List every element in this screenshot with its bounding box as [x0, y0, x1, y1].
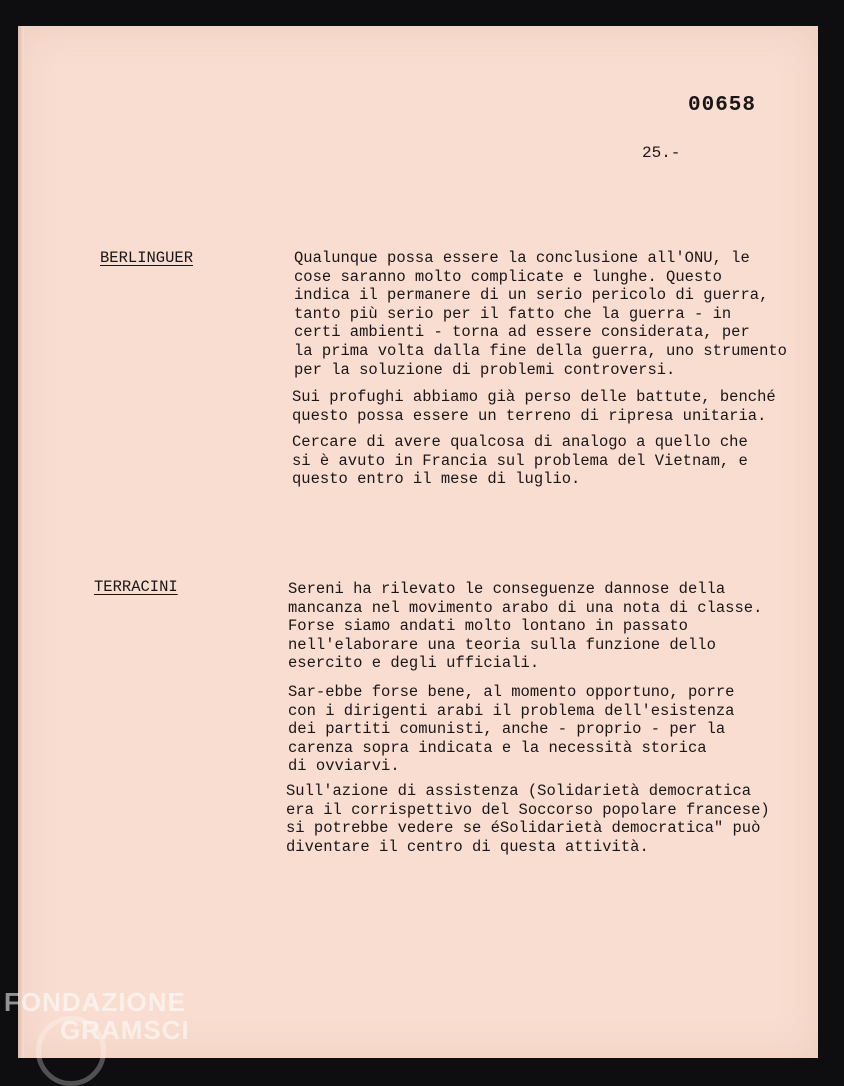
watermark-line-2: GRAMSCI	[60, 1015, 190, 1045]
berlinguer-paragraph-2	[292, 388, 792, 425]
text-line: con i dirigenti arabi il problema dell'esistenza	[288, 701, 735, 720]
berlinguer-paragraph-1	[294, 249, 794, 379]
text-line: tanto più serio per il fatto che la guerra - in	[294, 304, 732, 323]
text-line: questo entro il mese di luglio.	[292, 470, 581, 489]
text-line: Sui profughi abbiamo già perso delle battute, benché	[292, 388, 776, 406]
text-line: cose saranno molto complicate e lunghe. Questo	[294, 267, 722, 286]
document-page	[18, 26, 818, 1058]
terracini-paragraph-1	[288, 580, 788, 673]
text-line: Forse siamo andati molto lontano in passato	[288, 617, 688, 636]
text-line: diventare il centro di questa attività.	[286, 837, 649, 856]
text-line: di ovviarvi.	[288, 757, 400, 776]
text-line: indica il permanere di un serio pericolo di guerra,	[294, 286, 769, 305]
watermark-line-1: FONDAZIONE	[4, 987, 186, 1017]
text-line: Sar-ebbe forse bene, al momento opportuno, porre	[288, 683, 735, 701]
page-number: 25.-	[642, 144, 681, 162]
watermark-logo	[4, 988, 190, 1044]
text-line: Sereni ha rilevato le conseguenze dannose della	[288, 580, 726, 598]
text-line: Qualunque possa essere la conclusione all'ONU, le	[294, 249, 750, 267]
berlinguer-paragraph-3	[292, 433, 792, 489]
terracini-paragraph-3	[286, 782, 786, 856]
text-line: Cercare di avere qualcosa di analogo a quello che	[292, 433, 748, 451]
text-line: si è avuto in Francia sul problema del Vietnam, e	[292, 451, 748, 470]
text-line: esercito e degli ufficiali.	[288, 654, 540, 673]
text-line: questo possa essere un terreno di ripresa unitaria.	[292, 406, 767, 425]
page-edge-shadow	[18, 26, 24, 1058]
document-number: 00658	[688, 94, 757, 117]
text-line: carenza sopra indicata e la necessità storica	[288, 738, 707, 757]
text-line: la prima volta dalla fine della guerra, uno strumento	[294, 341, 787, 360]
text-line: certi ambienti - torna ad essere considerata, per	[294, 323, 750, 342]
speaker-label-terracini: TERRACINI	[94, 578, 178, 596]
text-line: dei partiti comunisti, anche - proprio - per la	[288, 720, 726, 739]
text-line: si potrebbe vedere se éSolidarietà democratica" può	[286, 819, 761, 838]
text-line: era il corrispettivo del Soccorso popolare francese)	[286, 800, 770, 819]
text-line: mancanza nel movimento arabo di una nota di classe.	[288, 598, 763, 617]
speaker-label-berlinguer: BERLINGUER	[100, 249, 194, 267]
text-line: Sull'azione di assistenza (Solidarietà democratica	[286, 782, 752, 800]
terracini-paragraph-2	[288, 683, 788, 776]
text-line: per la soluzione di problemi controversi.	[294, 360, 676, 379]
text-line: nell'elaborare una teoria sulla funzione dello	[288, 635, 716, 654]
